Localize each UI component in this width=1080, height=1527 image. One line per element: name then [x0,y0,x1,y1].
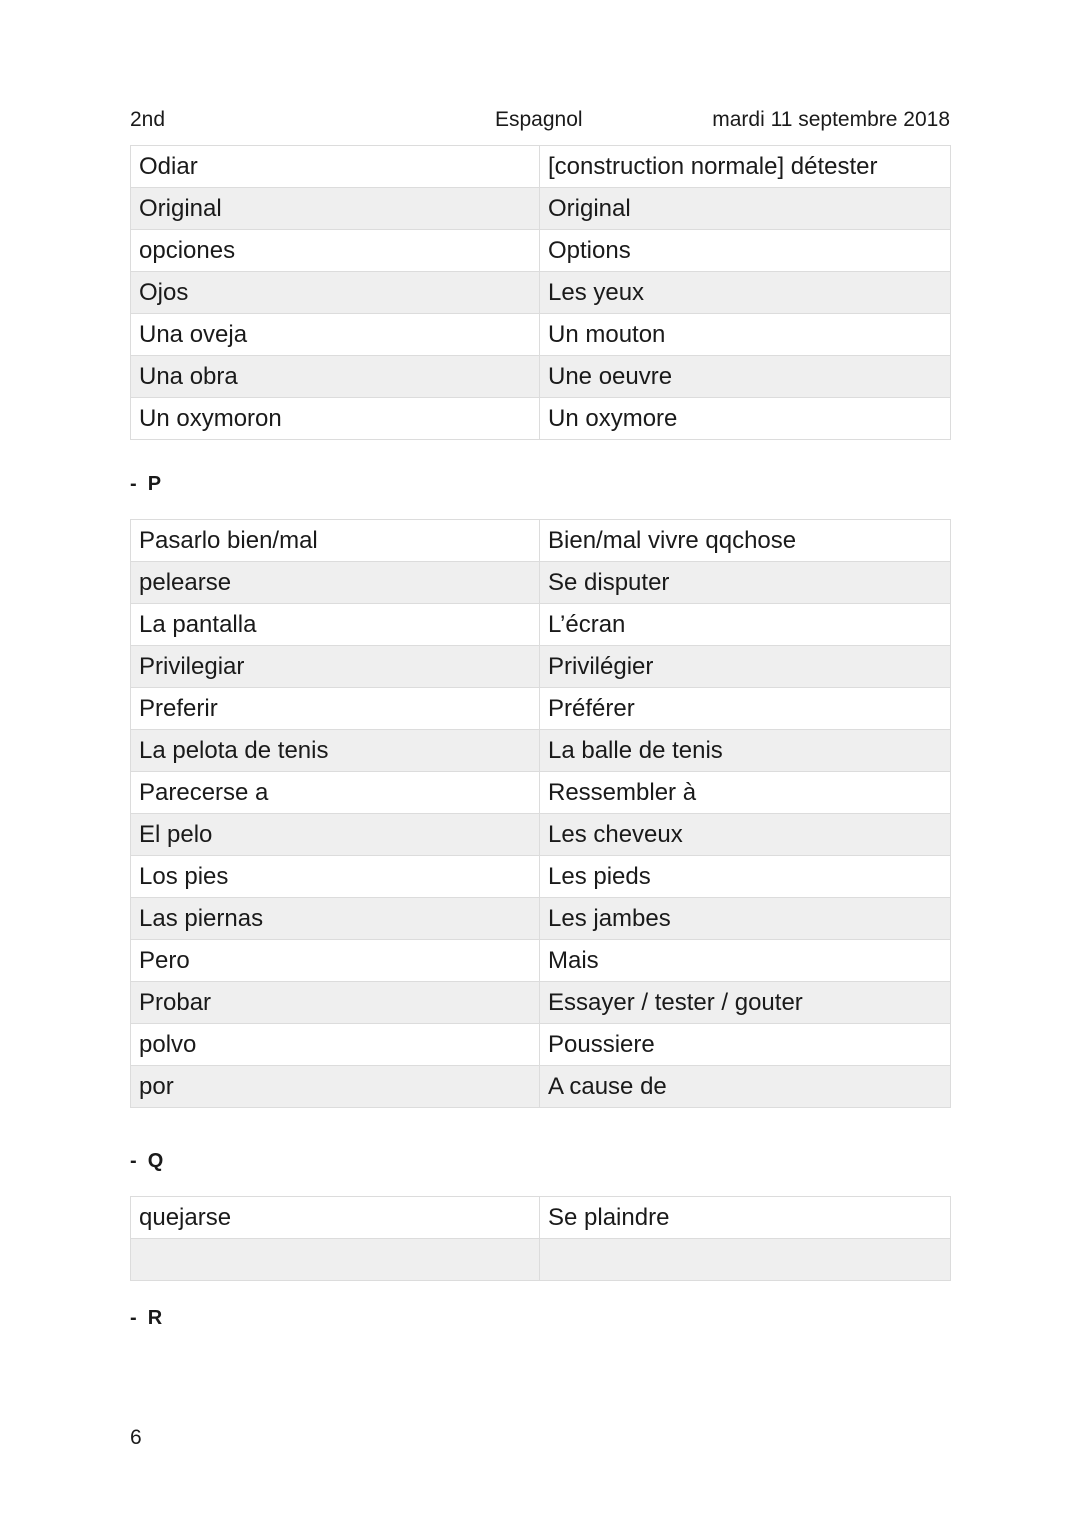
french-translation: Privilégier [540,646,951,688]
spanish-term: Una oveja [131,314,540,356]
section-heading-q: - Q [130,1150,164,1172]
french-translation: Options [540,230,951,272]
french-translation: Se disputer [540,562,951,604]
spanish-term: quejarse [131,1197,540,1239]
table-row [131,356,951,398]
table-row [131,146,951,188]
table-row [131,646,951,688]
spanish-term: La pantalla [131,604,540,646]
table-row [131,940,951,982]
table-row [131,730,951,772]
section-heading-p: - P [130,473,162,495]
french-translation: Les pieds [540,856,951,898]
page-header [130,108,950,136]
table-row [131,772,951,814]
french-translation: Mais [540,940,951,982]
spanish-term: La pelota de tenis [131,730,540,772]
french-translation: Un mouton [540,314,951,356]
spanish-term: Original [131,188,540,230]
table-row [131,230,951,272]
spanish-term: Un oxymoron [131,398,540,440]
french-translation: Bien/mal vivre qqchose [540,520,951,562]
table-row [131,1024,951,1066]
french-translation: Les jambes [540,898,951,940]
french-translation: La balle de tenis [540,730,951,772]
document-date: mardi 11 septembre 2018 [712,108,950,131]
table-row [131,1197,951,1239]
spanish-term: Una obra [131,356,540,398]
table-row [131,814,951,856]
french-translation: Préférer [540,688,951,730]
french-translation: L’écran [540,604,951,646]
table-row [131,272,951,314]
class-level: 2nd [130,108,166,131]
spanish-term: Pero [131,940,540,982]
spanish-term: Pasarlo bien/mal [131,520,540,562]
spanish-term: por [131,1066,540,1108]
french-translation: Une oeuvre [540,356,951,398]
french-translation: [construction normale] détester [540,146,951,188]
french-translation: Ressembler à [540,772,951,814]
french-translation: Poussiere [540,1024,951,1066]
table-row [131,314,951,356]
french-translation: Les yeux [540,272,951,314]
vocab-table-o [130,145,951,440]
spanish-term: Odiar [131,146,540,188]
french-translation: Un oxymore [540,398,951,440]
spanish-term: polvo [131,1024,540,1066]
section-heading-r: - R [130,1307,163,1329]
table-row [131,604,951,646]
spanish-term: opciones [131,230,540,272]
spanish-term: Probar [131,982,540,1024]
french-translation: Les cheveux [540,814,951,856]
vocab-table-p [130,519,951,1108]
spanish-term: Las piernas [131,898,540,940]
spanish-term: Parecerse a [131,772,540,814]
spanish-term: Privilegiar [131,646,540,688]
spanish-term: Ojos [131,272,540,314]
table-row [131,1239,951,1281]
table-row [131,898,951,940]
spanish-term: Preferir [131,688,540,730]
table-row [131,188,951,230]
french-translation [540,1239,951,1281]
page-number: 6 [130,1426,142,1449]
french-translation: Original [540,188,951,230]
table-row [131,856,951,898]
table-row [131,982,951,1024]
table-row [131,1066,951,1108]
vocab-table-q [130,1196,951,1281]
table-row [131,688,951,730]
spanish-term: Los pies [131,856,540,898]
subject-title: Espagnol [495,108,583,131]
table-row [131,398,951,440]
french-translation: A cause de [540,1066,951,1108]
table-row [131,520,951,562]
french-translation: Se plaindre [540,1197,951,1239]
table-row [131,562,951,604]
spanish-term [131,1239,540,1281]
french-translation: Essayer / tester / gouter [540,982,951,1024]
spanish-term: pelearse [131,562,540,604]
spanish-term: El pelo [131,814,540,856]
